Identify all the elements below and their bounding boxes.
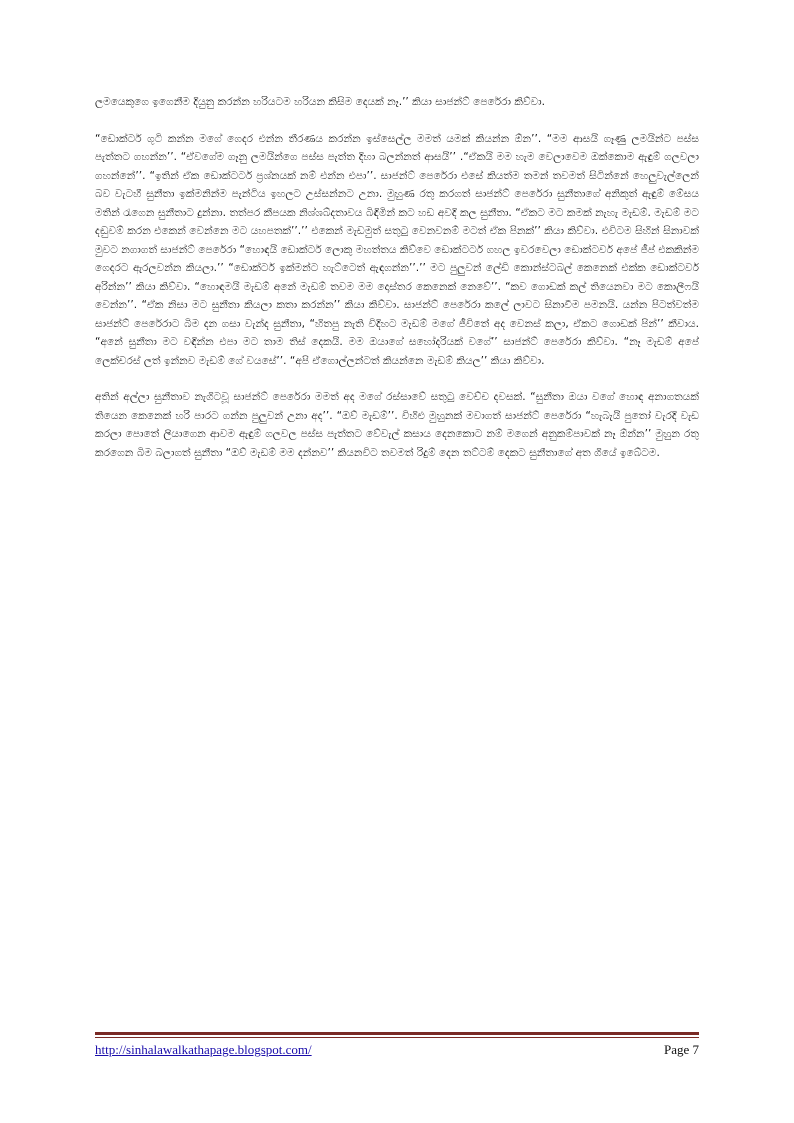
paragraph-3: අතින් අල්ලා සුනීතාව නැගිටවූ සාජන්ට් පෙරේරා මමත් අද මගේ රස්සාවේ සතුටු වෙච්ච දවසක්. “සුනීතා ඔයා වගේ හොඳ අනාගතයක් තියෙන කෙනෙක් හරි පාරට ගන්න පුලුවන් උනා අද’’. “ඔව් මැඩම්’’. විහිළු මුහුනක් මවාගත් සාජන්ට් පෙරේරා “හැබැයි පුතෝ වැරදි වැඩ කරලා පොතේ ලියාගෙන ආවම ඇඳුම් ගලවල පස්ස පැත්තට වේවැල් කසාය දෙනකොට නම් මගෙන් අනුකම්පාවක් නෑ ඕන්න’’ මුහුන රතු කරගෙන බිම බලාගත් සුනීතා “ඔව් මැඩම් මම දන්නව’’ කියනවිට තවමත් රිදුම් දෙන තට්ටම් දෙකට සුනීතාගේ අත ගියේ ඉබේටම. xyxy=(95,391,699,459)
page-body xyxy=(95,93,699,480)
paragraph-1: ලමයෙකුගෙ ඉගෙනීම දියුනු කරන්න හරියටම හරියන කිසිම දෙයක් නෑ.’’ කියා සාජන්ට් පෙරේරා කිව්වා. xyxy=(95,96,546,108)
footer-divider-thin xyxy=(95,1037,699,1038)
footer-blog-link[interactable]: http://sinhalawalkathapage.blogspot.com/ xyxy=(95,1042,312,1057)
paragraph-2: “ඩොක්ටර් ගුටි කන්න මගේ ගෙදර එන්න තීරණය කරන්න ඉස්සෙල්ල මමත් යමක් කියන්න ඕන’’. “මම ආසයි ගෑණු ලමයින්ට පස්ස පැත්තට ගහන්න’’. “ඒවගේම ගෑනු ලමයින්ගෙ පස්ස පැත්ත දිහා බලන්නත් ආසයි’’ .“ඒකයි මම හැම වෙලාවෙම ඔක්කොම ඇඳුම් ගලවලා ගහන්නේ’’. “ඉතින් ඒක ඩොක්ටර්ට ප්‍රශ්නයක් නම් එන්න එපා’’. සාජන්ට් පෙරේරා එසේ කියත්ම තමන් තවමත් සිටින්නේ හෙලුවැල්ලෙන් බව වැටහී සුනීතා ඉක්මනින්ම පැන්ටිය ඉහලට උස්සන්නට උනා. මුහුණ රතු කරගත් සාජන්ට් පෙරේරා සුනීතාගේ අනිකුත් ඇඳුම් මේසය මතින් රැගෙන සුනීතාට දුන්නා. තත්පර කීපයක නිශ්ශබ්දතාවය බිඳිමින් කට හඩ අවදි කල සුනීතා. “ඒකට මට කමක් නැහැ මැඩම්. මැඩම් මට දඬුවම් කරන එකෙන් වෙන්නෙ මට යහපතක්’’.’’ එකෙන් මැඩමුත් සතුටු වෙනවනම් මටත් ඒක පිනක්’’ කියා කිව්වා. එවිටම සිහින් සිනාවක් මුවට නගාගත් සාජන්ට් පෙරේරා “හොඳයි ඩොක්ටර් ලොකු මහත්තය කිව්වෙ ඩොක්ටර්ට ගහල ඉවරවෙලා ඩොක්ටර්ව අපේ ජීප් එකකින්ම ගෙදරට ඇරලවන්න කියලා.’’ “ඩොක්ටර් ඉක්මන්ට හැට්ටෙත් ඇඳගන්න’’.’’ මට පුලුවන් ලේඩි කොන්ස්ටබල් කෙනෙක් එක්ක ඩොක්ටර්ව අරින්න’’ කියා කිව්වා. “හොඳමයි මැඩම් අනේ මැඩම් තවම මම දොස්තර කෙනෙක් නෙවේ’’. “කව ගොඩක් කල් තියෙනවා මට කොලීෆයි වෙන්න’’. “ඒක නිසා මට සුනීතා කියලා කතා කරන්න’’ කියා කිව්වා. සාජන්ට් පෙරේරා කලේ ලාවට සිනාවීම පමනයි. යන්න පිටත්වත්ම සාජන්ට් පෙරේරාට බිම දන ගසා වැන්ද සුනීතා, “හිතපු නැති විදිහට මැඩම් මගේ ජීවිතේ අද වෙනස් කලා, ඒකට ගොඩක් පින්’’ කීවාය. “අනේ සුනීතා මට වඳින්න එපා මට තාම තිස් දෙකයි. මම ඔයාගේ සහෝදරියක් වගේ’’ සාජන්ට් පෙරේරා කිව්වා. “නෑ මැඩම් අපේ ලෙක්චරස් ලත් ඉන්නව මැඩම් ගේ වයසේ’’. “අපි ඒගොල්ලන්ටත් කියන්නෙ මැඩම් කියල’’ කියා කිව්වා. xyxy=(95,132,699,367)
page-number: Page 7 xyxy=(663,1042,699,1057)
footer-divider-thick xyxy=(95,1032,699,1035)
